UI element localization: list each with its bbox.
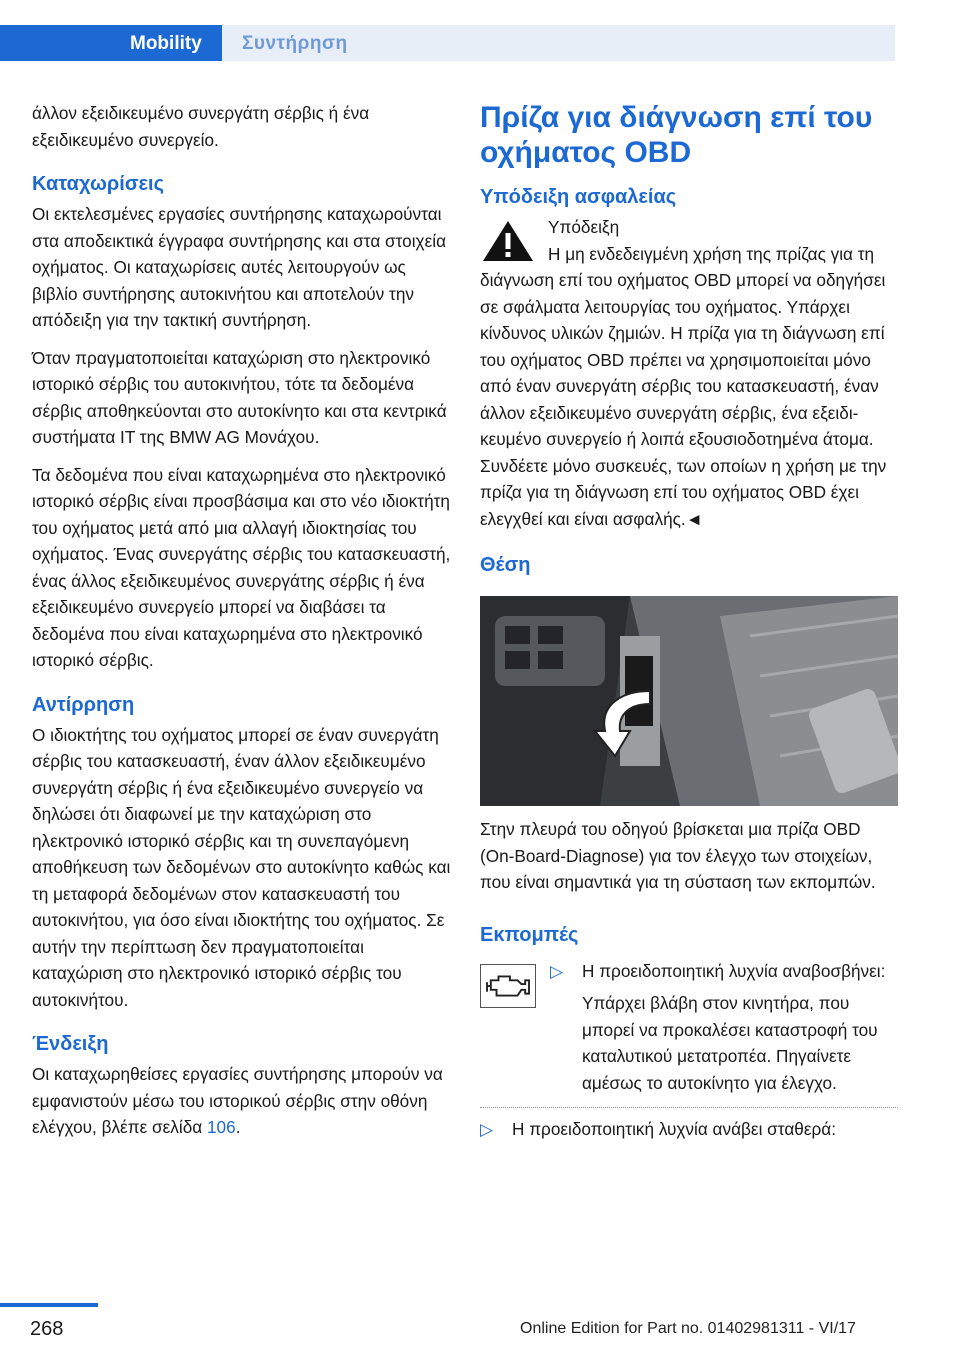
section-title: Πρίζα για διάγνωση επί του οχήματος OBD (480, 101, 873, 169)
emissions-list (550, 958, 898, 1097)
divider (480, 1107, 898, 1108)
location-paragraph: Στην πλευρά του οδηγού βρίσκεται μια πρίζα OBD (On-Board-Diagnose) για τον έλεγχο των στοιχείων, που είναι σημαντικά για τη σύσταση των εκπομπών. (480, 819, 876, 892)
note-label: Υπόδειξη (548, 217, 620, 237)
heading-display: Ένδειξη (32, 1033, 109, 1055)
heading-location: Θέση (480, 554, 531, 576)
check-engine-icon (480, 964, 536, 1008)
heading-records: Καταχωρίσεις (32, 173, 164, 195)
display-paragraph (32, 1061, 452, 1141)
obd-socket-photo (480, 596, 898, 806)
bullet-marker: ▷ (550, 960, 564, 981)
left-column (32, 100, 452, 1152)
header-tabs (0, 25, 895, 61)
footer-rule (0, 1303, 98, 1307)
emissions-list-2 (480, 1116, 898, 1143)
heading-emissions: Εκπομπές (480, 923, 579, 946)
warning-triangle-icon (480, 218, 536, 264)
list-item (550, 958, 898, 1097)
tab-mobility-label: Mobility (130, 33, 202, 54)
tab-mobility[interactable] (0, 25, 222, 61)
period: . (235, 1117, 241, 1137)
bullet-marker: ▷ (480, 1119, 494, 1139)
list-item (480, 1116, 898, 1143)
records-paragraph-1: Οι εκτελεσμένες εργασίες συντήρησης καταχωρούνται στα αποδεικτικά έγγραφα συντήρησης και στα στοιχεία οχήματος. Οι καταχωρίσεις αυτές λειτουργούν ως βιβλίο συντήρησης αυτοκινήτου και αποτελούν την απόδειξη για την τακτική συντήρηση. (32, 204, 447, 330)
records-paragraph-3: Τα δεδομένα που είναι καταχωρημένα στο ηλεκτρονικό ιστορικό σέρβις είναι προσβάσιμα και στο νέο ιδιοκτήτη του οχήματος μετά από μια αλλαγή ιδιοκτησίας του οχήματος. Ένας συνεργάτης σέρβις του κατασκευαστή, ένας άλλος εξειδικευμένος συνεργάτης σέρβις ή ένα εξειδικευμένο συνεργείο μπορεί να διαβάσει τα δεδομένα που είναι καταχωρημένα στο ηλεκτρονικό ιστορικό σέρβις. (32, 464, 451, 670)
heading-objection: Αντίρρηση (32, 693, 135, 716)
note-text: Η μη ενδεδειγμένη χρήση της πρίζας για τη διάγνωση επί του οχήματος OBD μπορεί να οδηγήσει σε σφάλματα λειτουργίας του οχήματος. Υπάρχει κίνδυνος υλικών ζημιών. Η πρίζα για τη διάγνωση επί του οχήματος OBD πρέπει να χρησιμοποιείται μόνο από έναν συνεργάτη σέρβις του κατασκευαστή, έναν άλλον εξειδικευμένο συνεργάτη σέρβις, ένα εξειδικευμένο συνεργείο ή λοιπά εξουσιοδοτημένα άτομα. Συνδέετε μόνο συσκευές, των οποίων η χρήση με την πρίζα για τη διάγνωση επί του οχήματος OBD έχει ελεγχθεί και είναι ασφαλής.◄ (480, 243, 887, 529)
emissions-block (480, 958, 898, 1143)
bullet-1-text: Η προειδοποιητική λυχνία αναβοσβήνει: (582, 960, 886, 981)
heading-safety: Υπόδειξη ασφαλείας (480, 186, 677, 208)
display-text: Οι καταχωρηθείσες εργασίες συντήρησης μπορούν να εμφανιστούν μέσω του ιστορικού σέρβις στην οθόνη ελέγχου, βλέπε σελίδα (32, 1064, 443, 1137)
tab-maintenance[interactable] (222, 25, 895, 61)
right-column (480, 100, 898, 1143)
bullet-2-text: Η προειδοποιητική λυχνία ανάβει σταθερά: (512, 1119, 836, 1139)
page-number: 268 (30, 1318, 64, 1340)
intro-text: άλλον εξειδικευμένο συνεργάτη σέρβις ή ένα εξειδικευμένο συνεργείο. (32, 103, 370, 150)
bullet-1-detail: Υπάρχει βλάβη στον κινητήρα, που μπορεί να προκαλέσει καταστροφή του καταλυτικού μετατροπέα. Πηγαίνετε αμέσως το αυτοκίνητο για έλεγχο. (582, 993, 878, 1093)
tab-maintenance-label: Συντήρηση (242, 33, 348, 54)
records-paragraph-2: Όταν πραγματοποιείται καταχώριση στο ηλεκτρονικό ιστορικό σέρβις του αυτοκινήτου, τότε τα δεδομένα σέρβις αποθηκεύονται στο αυτοκίνητο και στα κεντρικά συστήματα IT της BMW AG Μονάχου. (32, 347, 447, 447)
safety-note (480, 214, 898, 532)
page-reference-link[interactable]: 106 (207, 1117, 236, 1137)
objection-paragraph: Ο ιδιοκτήτης του οχήματος μπορεί σε έναν συνεργάτη σέρβις του κατασκευαστή, έναν άλλον εξειδικευμένο συνεργάτη σέρβις ή ένα εξειδικευμένο συνεργείο να δηλώσει ότι διαφωνεί με την καταχώριση στο ηλεκτρονικό ιστορικό σέρβις και τη συνεπαγόμενη αποθήκευση των δεδομένων στο αυτοκίνητο καθώς και τη μεταφορά δεδομένων στον κατασκευαστή του αυτοκινήτου, για όσο είναι ιδιοκτήτης του οχήματος. Σε αυτήν την περίπτωση δεν πραγματοποιείται καταχώριση στο ηλεκτρονικό ιστορικό σέρβις του αυτοκινήτου. (32, 724, 451, 1010)
edition-text: Online Edition for Part no. 01402981311 - VI/17 (520, 1320, 856, 1337)
